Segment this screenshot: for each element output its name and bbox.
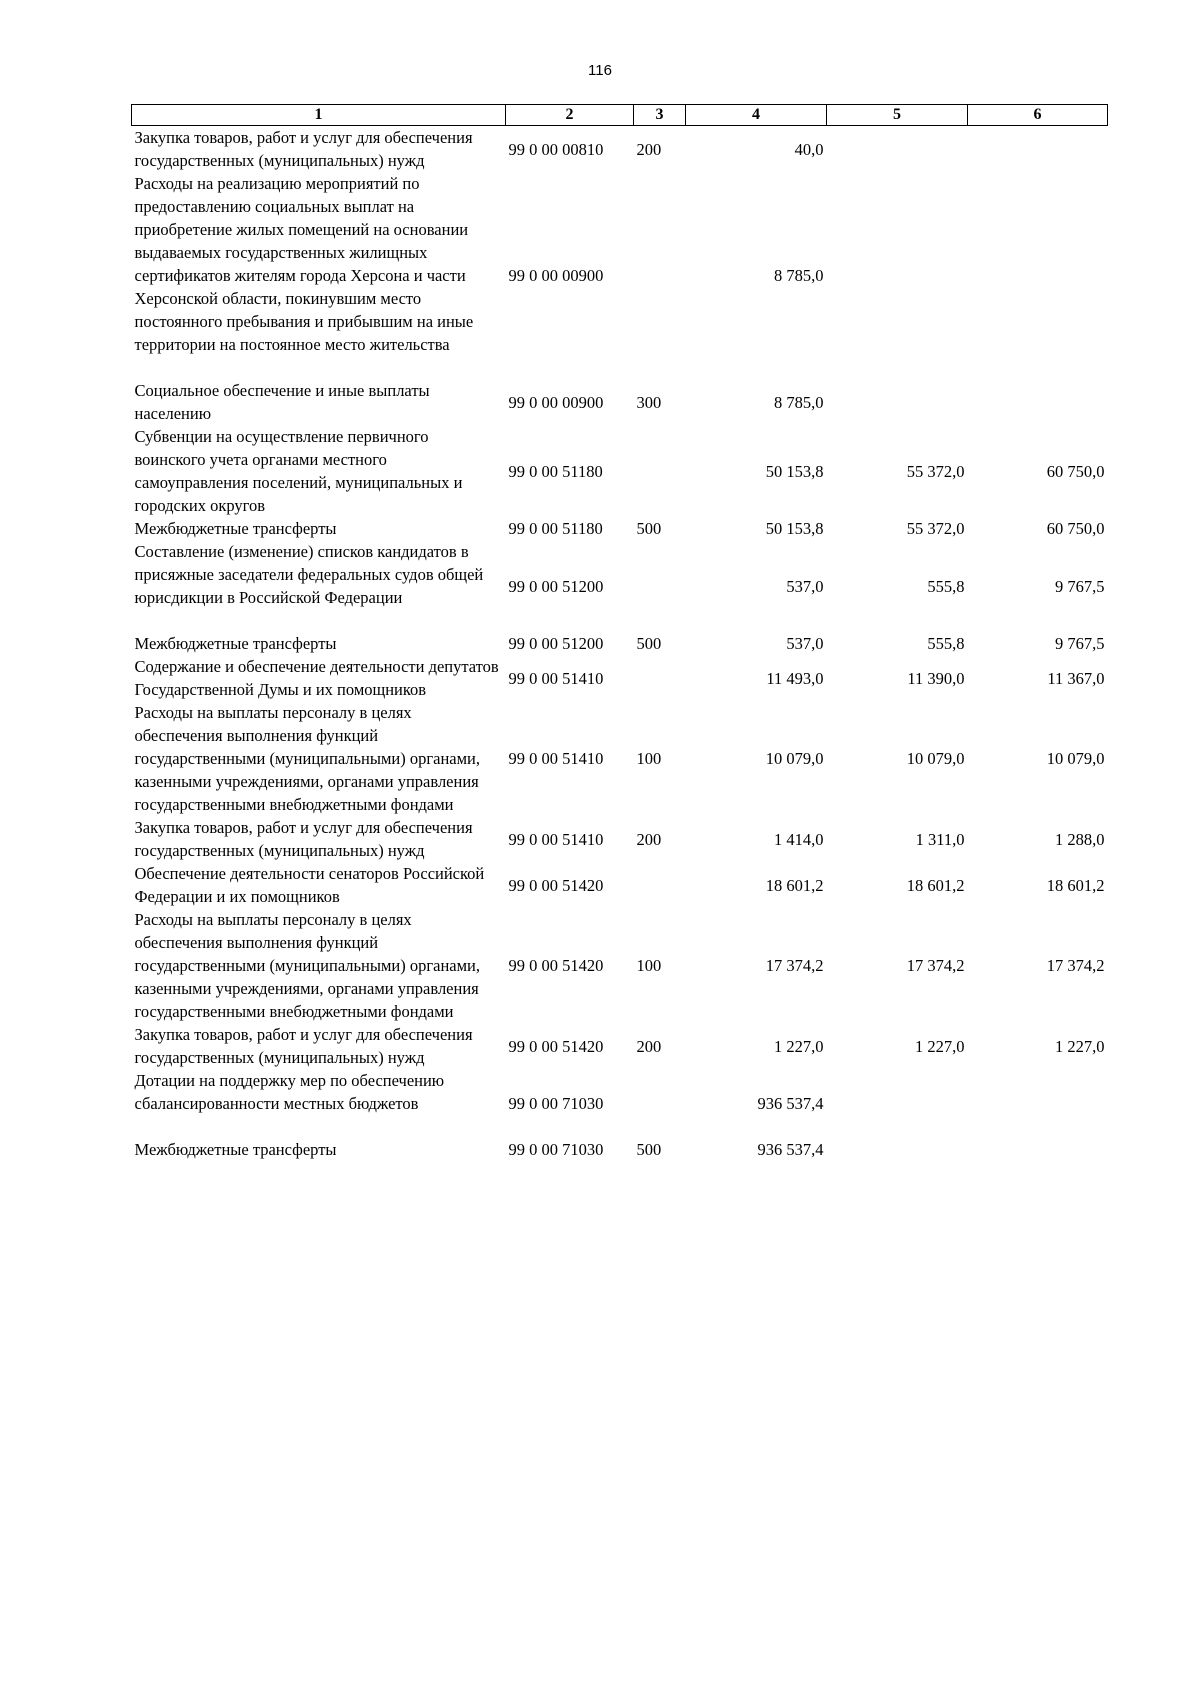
row-value-col4: 11 493,0 — [766, 668, 824, 688]
row-budget-code: 99 0 00 00900 — [508, 266, 604, 285]
row-budget-code: 99 0 00 51420 — [508, 875, 604, 895]
row-value-col4: 1 414,0 — [774, 829, 824, 849]
row-description: Расходы на выплаты персоналу в целях обеспечения выполнения функций государственными (муниципальными) органами, казенными учреждениями, органами управления государственными внебюджетными фондами — [134, 703, 481, 814]
row-description: Закупка товаров, работ и услуг для обеспечения государственных (муниципальных) нужд — [134, 1025, 473, 1067]
table-row — [132, 632, 1108, 655]
row-value-col4: 8 785,0 — [774, 266, 824, 285]
row-value-col5 — [827, 126, 968, 173]
row-budget-code: 99 0 00 00900 — [508, 392, 604, 412]
row-value-col5 — [827, 172, 968, 379]
row-expense-type: 300 — [636, 392, 662, 412]
row-description: Межбюджетные трансферты — [134, 634, 337, 653]
row-expense-type: 500 — [636, 519, 662, 538]
column-header-2: 2 — [506, 105, 634, 126]
budget-table — [131, 104, 1108, 1161]
table-row — [132, 1138, 1108, 1161]
row-budget-code: 99 0 00 51420 — [508, 956, 604, 975]
row-value-col4: 1 227,0 — [774, 1036, 824, 1056]
row-budget-code: 99 0 00 51410 — [508, 749, 604, 768]
row-value-col5: 55 372,0 — [906, 461, 965, 481]
row-value-col6: 9 767,5 — [1055, 576, 1105, 596]
row-value-col5: 11 390,0 — [907, 668, 965, 688]
row-value-col5: 18 601,2 — [906, 875, 965, 895]
row-value-col6: 1 227,0 — [1055, 1036, 1105, 1056]
table-row — [132, 126, 1108, 173]
row-description: Дотации на поддержку мер по обеспечению сбалансированности местных бюджетов — [134, 1071, 445, 1113]
column-header-6: 6 — [968, 105, 1108, 126]
page-number: 116 — [588, 62, 612, 79]
row-value-col6: 17 374,2 — [1046, 956, 1105, 975]
row-value-col4: 18 601,2 — [765, 875, 824, 895]
table-row — [132, 862, 1108, 908]
row-value-col5: 1 227,0 — [915, 1036, 965, 1056]
row-expense-type — [634, 425, 686, 517]
row-description: Субвенции на осуществление первичного воинского учета органами местного самоуправления поселений, муниципальных и городских округов — [134, 427, 463, 515]
table-row — [132, 701, 1108, 816]
row-value-col6 — [968, 1069, 1108, 1138]
row-expense-type: 100 — [636, 749, 662, 768]
row-value-col6: 18 601,2 — [1046, 875, 1105, 895]
row-value-col4: 40,0 — [794, 139, 824, 159]
row-description: Расходы на реализацию мероприятий по предоставлению социальных выплат на приобретение жилых помещений на основании выдаваемых государственных жилищных сертификатов жителям города Херсона и части Херсонской области, покинувшим место постоянного пребывания и прибывшим на иные территории на постоянное место жительства — [134, 174, 474, 354]
row-budget-code: 99 0 00 51200 — [508, 576, 604, 596]
column-header-1: 1 — [132, 105, 506, 126]
row-expense-type — [634, 862, 686, 908]
row-value-col5 — [827, 1069, 968, 1138]
column-header-4: 4 — [686, 105, 827, 126]
table-row — [132, 816, 1108, 862]
row-value-col6: 60 750,0 — [1046, 519, 1105, 538]
row-budget-code: 99 0 00 51200 — [508, 634, 604, 653]
row-value-col4: 537,0 — [786, 576, 824, 596]
row-budget-code: 99 0 00 51180 — [508, 461, 603, 481]
column-header-5: 5 — [827, 105, 968, 126]
row-budget-code: 99 0 00 51420 — [508, 1036, 604, 1056]
row-description: Расходы на выплаты персоналу в целях обеспечения выполнения функций государственными (муниципальными) органами, казенными учреждениями, органами управления государственными внебюджетными фондами — [134, 910, 481, 1021]
table-row — [132, 540, 1108, 632]
row-description: Обеспечение деятельности сенаторов Российской Федерации и их помощников — [134, 864, 485, 906]
table-row — [132, 425, 1108, 517]
row-value-col5: 555,8 — [927, 576, 965, 596]
row-value-col5: 17 374,2 — [906, 956, 965, 975]
table-row — [132, 1069, 1108, 1138]
row-budget-code: 99 0 00 51410 — [508, 668, 604, 688]
row-budget-code: 99 0 00 71030 — [508, 1140, 604, 1159]
table-row — [132, 908, 1108, 1023]
row-expense-type: 100 — [636, 956, 662, 975]
row-description: Межбюджетные трансферты — [134, 1140, 337, 1159]
row-expense-type: 500 — [636, 634, 662, 653]
row-value-col4: 8 785,0 — [774, 392, 824, 412]
table-row — [132, 172, 1108, 379]
row-value-col6: 1 288,0 — [1055, 829, 1105, 849]
row-value-col6 — [968, 126, 1108, 173]
row-expense-type — [634, 172, 686, 379]
row-value-col5: 555,8 — [927, 634, 965, 653]
row-value-col6 — [968, 379, 1108, 425]
row-value-col4: 50 153,8 — [765, 461, 824, 481]
row-description: Социальное обеспечение и иные выплаты населению — [134, 381, 430, 423]
row-value-col6: 10 079,0 — [1046, 749, 1105, 768]
row-value-col6: 11 367,0 — [1047, 668, 1105, 688]
row-budget-code: 99 0 00 00810 — [508, 139, 604, 159]
row-value-col5 — [827, 379, 968, 425]
row-value-col5: 10 079,0 — [906, 749, 965, 768]
column-header-3: 3 — [634, 105, 686, 126]
row-value-col4: 50 153,8 — [765, 519, 824, 538]
table-header — [132, 105, 1108, 126]
row-budget-code: 99 0 00 71030 — [508, 1094, 604, 1113]
row-description: Закупка товаров, работ и услуг для обеспечения государственных (муниципальных) нужд — [134, 818, 473, 860]
row-expense-type: 200 — [636, 829, 662, 849]
row-value-col4: 10 079,0 — [765, 749, 824, 768]
table-row — [132, 379, 1108, 425]
row-value-col5 — [827, 1138, 968, 1161]
row-value-col5: 55 372,0 — [906, 519, 965, 538]
row-description: Содержание и обеспечение деятельности депутатов Государственной Думы и их помощников — [134, 657, 499, 699]
row-expense-type: 200 — [636, 139, 662, 159]
table-row — [132, 655, 1108, 701]
row-value-col6: 60 750,0 — [1046, 461, 1105, 481]
table-body — [132, 126, 1108, 1162]
row-value-col6 — [968, 172, 1108, 379]
row-value-col4: 936 537,4 — [757, 1094, 824, 1113]
row-value-col5: 1 311,0 — [915, 829, 965, 849]
row-expense-type: 500 — [636, 1140, 662, 1159]
table-row — [132, 1023, 1108, 1069]
row-value-col4: 537,0 — [786, 634, 824, 653]
row-expense-type — [634, 540, 686, 632]
row-value-col4: 936 537,4 — [757, 1140, 824, 1159]
table-row — [132, 517, 1108, 540]
header-row — [132, 105, 1108, 126]
row-description: Составление (изменение) списков кандидатов в присяжные заседатели федеральных судов общей юрисдикции в Российской Федерации — [134, 542, 484, 607]
row-description: Закупка товаров, работ и услуг для обеспечения государственных (муниципальных) нужд — [134, 128, 473, 170]
row-budget-code: 99 0 00 51410 — [508, 829, 604, 849]
row-value-col4: 17 374,2 — [765, 956, 824, 975]
row-budget-code: 99 0 00 51180 — [508, 519, 603, 538]
row-value-col6: 9 767,5 — [1055, 634, 1105, 653]
row-expense-type: 200 — [636, 1036, 662, 1056]
row-description: Межбюджетные трансферты — [134, 519, 337, 538]
row-value-col6 — [968, 1138, 1108, 1161]
row-expense-type — [634, 655, 686, 701]
row-expense-type — [634, 1069, 686, 1138]
